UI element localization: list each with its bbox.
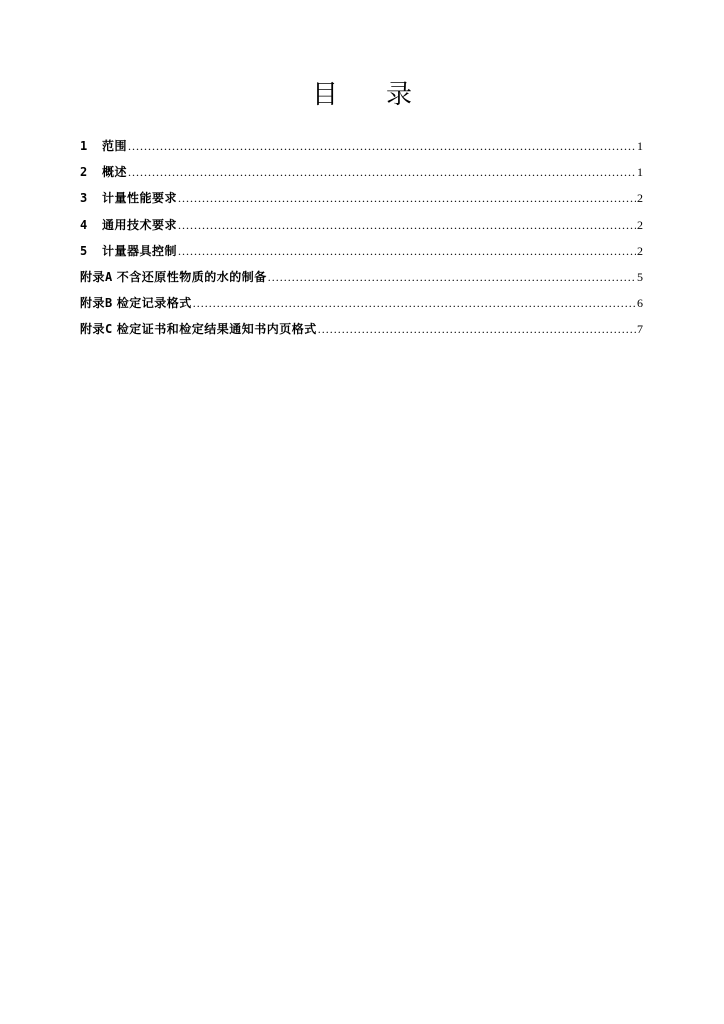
toc-entry-scope[interactable]	[80, 136, 643, 162]
title-char-right: 录	[386, 80, 413, 110]
toc-leader-dots	[178, 188, 636, 208]
table-of-contents	[80, 136, 643, 346]
toc-entry-label: 检定记录格式	[116, 296, 192, 311]
toc-entry-page: 2	[637, 217, 643, 232]
toc-entry-technical-requirements[interactable]	[80, 215, 643, 241]
page-title	[0, 78, 724, 112]
toc-entry-number: 4	[80, 217, 88, 232]
toc-entry-label: 计量性能要求	[102, 191, 178, 206]
toc-leader-dots	[318, 319, 636, 339]
toc-entry-number: 1	[80, 139, 88, 153]
toc-entry-number: 2	[80, 165, 88, 180]
toc-entry-number: 3	[80, 191, 88, 206]
toc-entry-label: 检定证书和检定结果通知书内页格式	[116, 322, 317, 337]
toc-leader-dots	[128, 136, 636, 156]
toc-entry-overview[interactable]	[80, 162, 643, 188]
toc-entry-appendix-c[interactable]	[80, 319, 643, 345]
toc-entry-page: 1	[637, 139, 643, 153]
toc-entry-appendix-prefix: 附录C	[80, 322, 113, 337]
toc-entry-number: 5	[80, 243, 88, 258]
toc-leader-dots	[128, 162, 636, 182]
toc-entry-page: 2	[637, 191, 643, 206]
toc-entry-appendix-a[interactable]	[80, 267, 643, 293]
toc-leader-dots	[178, 215, 636, 235]
toc-leader-dots	[178, 241, 636, 261]
toc-entry-page: 1	[637, 165, 643, 180]
toc-entry-appendix-prefix: 附录A	[80, 269, 113, 284]
toc-entry-label: 概述	[102, 165, 128, 180]
toc-entry-page: 7	[637, 322, 643, 337]
toc-entry-label: 计量器具控制	[102, 243, 178, 258]
toc-entry-appendix-b[interactable]	[80, 293, 643, 319]
title-char-left: 目	[311, 80, 338, 110]
toc-entry-label: 通用技术要求	[102, 217, 178, 232]
toc-leader-dots	[193, 293, 636, 313]
toc-leader-dots	[268, 267, 636, 287]
toc-entry-appendix-prefix: 附录B	[80, 296, 113, 311]
toc-entry-page: 2	[637, 243, 643, 258]
toc-entry-metrological-performance[interactable]	[80, 188, 643, 214]
toc-entry-label: 不含还原性物质的水的制备	[116, 269, 267, 284]
toc-entry-page: 5	[637, 269, 643, 284]
toc-entry-label: 范围	[102, 139, 128, 153]
toc-entry-page: 6	[637, 296, 643, 311]
toc-entry-instrument-control[interactable]	[80, 241, 643, 267]
